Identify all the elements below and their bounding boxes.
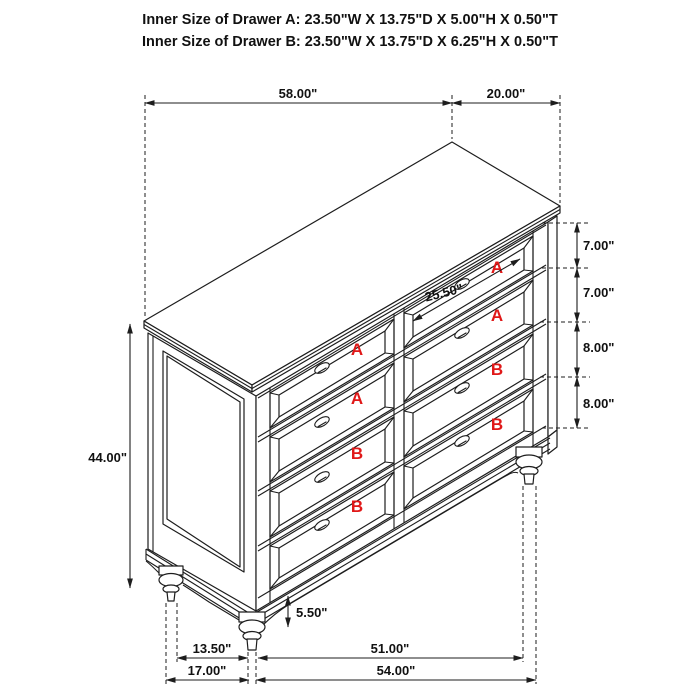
- dim-drawer-width-label: 25.50": [423, 280, 465, 305]
- drawer-letter: A: [490, 258, 504, 277]
- dim-17-00-label: 17.00": [187, 663, 227, 678]
- leg-shaft: [247, 639, 257, 650]
- dim-top-width-label: 58.00": [278, 86, 318, 101]
- dim-drawer-height-label: 7.00": [583, 285, 615, 300]
- dim-51-00-label: 51.00": [370, 641, 410, 656]
- title-line-1: Inner Size of Drawer A: 23.50"W X 13.75"D X 5.00"H X 0.50"T: [142, 12, 558, 28]
- leg-shaft: [524, 474, 534, 484]
- dim-drawer-height-label: 7.00": [583, 238, 615, 253]
- drawer-letter: B: [490, 415, 504, 434]
- leg-right: [516, 447, 542, 484]
- leg-front: [239, 612, 265, 650]
- leg-left: [159, 566, 183, 601]
- dim-height-label: 44.00": [88, 450, 127, 465]
- dim-drawer-height-label: 8.00": [583, 396, 615, 411]
- drawer-letter: A: [350, 389, 364, 408]
- drawer-letter: B: [350, 444, 364, 463]
- dim-top-depth-label: 20.00": [486, 86, 526, 101]
- drawer-letter: A: [490, 306, 504, 325]
- drawer-letter: B: [350, 497, 364, 516]
- drawer-letter: B: [490, 360, 504, 379]
- title-line-2: Inner Size of Drawer B: 23.50"W X 13.75"D X 6.25"H X 0.50"T: [142, 34, 558, 50]
- dim-13-50-label: 13.50": [192, 641, 232, 656]
- dim-leg-height-label: 5.50": [296, 605, 328, 620]
- drawer-letter: A: [350, 340, 364, 359]
- right-side-return: [548, 216, 557, 437]
- dim-drawer-height-label: 8.00": [583, 340, 615, 355]
- dim-54-00-label: 54.00": [376, 663, 416, 678]
- leg-shaft: [167, 592, 175, 601]
